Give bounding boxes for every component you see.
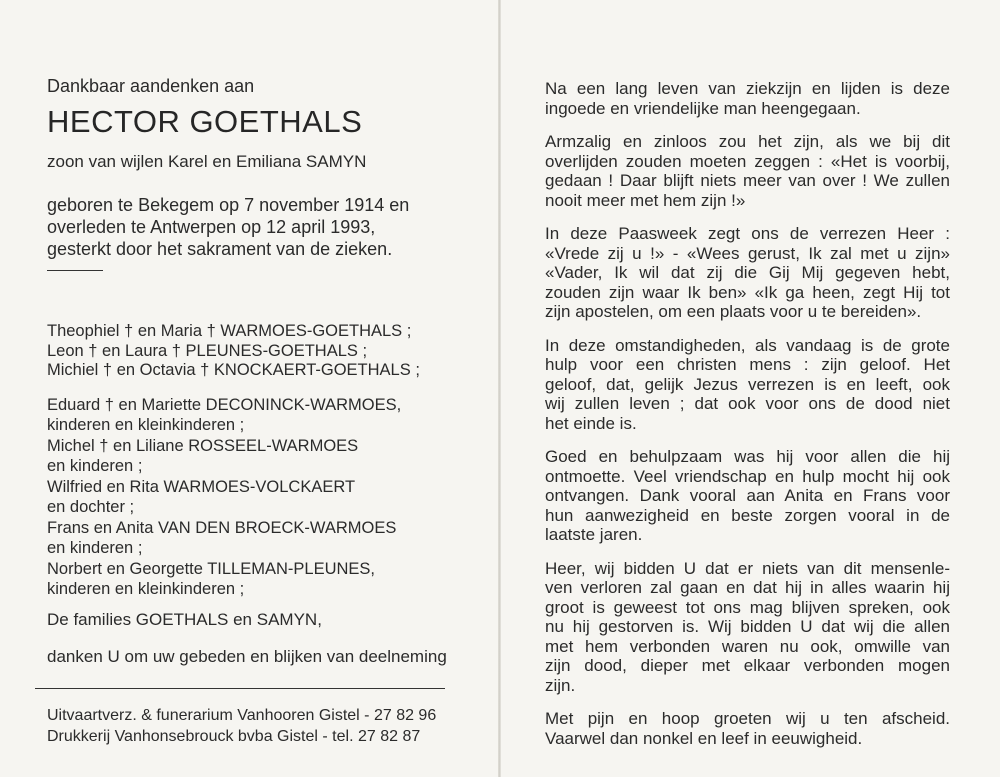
credits-block [47, 705, 436, 747]
mourner-line: Michiel † en Octavia † KNOCKAERT-GOETHALS ; [47, 361, 420, 379]
mourners-group-relatives [47, 395, 467, 600]
prayer-line: geloof, dat, gelijk Jezus verrezen is en leeft, ook [545, 374, 950, 394]
sacrament-line: gesterkt door het sakrament van de zieken. [47, 239, 393, 259]
short-divider [47, 270, 103, 271]
prayer-paragraph [545, 447, 950, 545]
prayer-line: Heer, wij bidden U dat er niets van dit mensenle- [545, 558, 950, 578]
prayer-line: zouden zijn waar Ik ben» «Ik ga heen, zegt Hij tot [545, 282, 950, 302]
thanks-line: danken U om uw gebeden en blijken van deelneming [47, 647, 447, 666]
deceased-name: HECTOR GOETHALS [47, 104, 363, 139]
prayer-line: «Vader, Ik wil dat zij die Gij Mij gegeven hebt, [545, 263, 950, 282]
prayer-line: Armzalig en zinloos zou het zijn, als we bij dit [545, 132, 950, 151]
prayer-text [545, 79, 950, 762]
prayer-line: wij zullen leven ; dat ook voor ons de dood niet [545, 394, 950, 413]
prayer-line: ontmoette. Veel vriendschap en hulp mocht hij ook [545, 466, 950, 486]
long-divider [35, 688, 445, 689]
mourners-group-siblings [47, 322, 467, 381]
prayer-line: Goed en behulpzaam was hij voor allen die hij [545, 447, 950, 466]
mourner-line: Leon † en Laura † PLEUNES-GOETHALS ; [47, 341, 368, 360]
mourner-line: Theophiel † en Maria † WARMOES-GOETHALS ; [47, 322, 412, 340]
mourner-line: kinderen en kleinkinderen ; [47, 580, 245, 598]
mourner-line: Frans en Anita VAN DEN BROECK-WARMOES [47, 518, 397, 537]
prayer-line: zijn apostelen, om een plaats voor u te bereiden». [545, 302, 922, 321]
prayer-line: zijn dood, dieper met elkaar verbonden mogen [545, 656, 950, 675]
prayer-line: ontvangen. Dank vooral aan Anita en Frans voor [545, 486, 950, 505]
intro-text: Dankbaar aandenken aan [47, 76, 255, 96]
prayer-paragraph [545, 132, 950, 210]
prayer-line: «Vrede zij u !» - «Wees gerust, Ik zal met u zijn» [545, 243, 950, 263]
prayer-line: gedaan ! Daar blijft niets meer van over ! We zullen [545, 171, 950, 190]
prayer-line: Na een lang leven van ziekzijn en lijden is deze [545, 79, 950, 98]
printer-line: Drukkerij Vanhonsebrouck bvba Gistel - tel. 27 82 87 [47, 728, 421, 745]
prayer-line: zijn. [545, 675, 576, 695]
mourner-line: en dochter ; [47, 498, 135, 516]
prayer-line: hun aanwezigheid en beste zorgen vooral in de [545, 505, 950, 525]
prayer-line: nu hij gestorven is. Wij bidden U dat wij die allen [545, 617, 950, 636]
families-line: De families GOETHALS en SAMYN, [47, 610, 322, 629]
prayer-line: overlijden zouden moeten zeggen : «Het is voorbij, [545, 151, 950, 171]
prayer-line: ingoede en vriendelijke man heengegaan. [545, 98, 861, 118]
mourner-line: Eduard † en Mariette DECONINCK-WARMOES, [47, 395, 402, 414]
mourner-line: en kinderen ; [47, 539, 143, 557]
prayer-line: In deze omstandigheden, als vandaag is de grote [545, 335, 950, 355]
birth-line: geboren te Bekegem op 7 november 1914 en [47, 195, 410, 215]
mourner-line: kinderen en kleinkinderen ; [47, 416, 245, 434]
right-page [545, 0, 950, 777]
prayer-line: In deze Paasweek zegt ons de verrezen Heer : [545, 224, 950, 243]
funeral-home-line: Uitvaartverz. & funerarium Vanhooren Gistel - 27 82 96 [47, 707, 437, 724]
card-fold [498, 0, 501, 777]
prayer-line: Met pijn en hoop groeten wij u ten afscheid. [545, 709, 950, 728]
birth-death-block [47, 194, 409, 260]
prayer-line: ven verloren zal gaan en dat hij in alles waarin hij [545, 578, 950, 597]
prayer-paragraph [545, 559, 950, 696]
parents-line: zoon van wijlen Karel en Emiliana SAMYN [47, 152, 367, 171]
prayer-paragraph [545, 336, 950, 434]
mourner-line: Wilfried en Rita WARMOES-VOLCKAERT [47, 477, 356, 496]
prayer-line: hulp voor een christen mens : zijn geloof. Het [545, 355, 950, 374]
prayer-line: met hem verbonden waren nu ook, omwille van [545, 636, 950, 656]
mourner-line: Norbert en Georgette TILLEMAN-PLEUNES, [47, 559, 376, 578]
prayer-paragraph [545, 79, 950, 118]
death-line: overleden te Antwerpen op 12 april 1993, [47, 217, 376, 237]
prayer-paragraph [545, 224, 950, 322]
prayer-paragraph [545, 709, 950, 748]
prayer-line: nooit meer met hem zijn !» [545, 190, 746, 210]
mourner-line: Michel † en Liliane ROSSEEL-WARMOES [47, 436, 359, 455]
mourners-list [47, 322, 467, 614]
prayer-line: Vaarwel dan nonkel en leef in eeuwigheid. [545, 728, 863, 748]
prayer-line: laatste jaren. [545, 525, 643, 544]
prayer-line: het einde is. [545, 413, 637, 433]
mourner-line: en kinderen ; [47, 457, 143, 475]
prayer-line: groot is geweest tot ons mag blijven spreken, ook [545, 597, 950, 617]
left-page [47, 0, 487, 777]
